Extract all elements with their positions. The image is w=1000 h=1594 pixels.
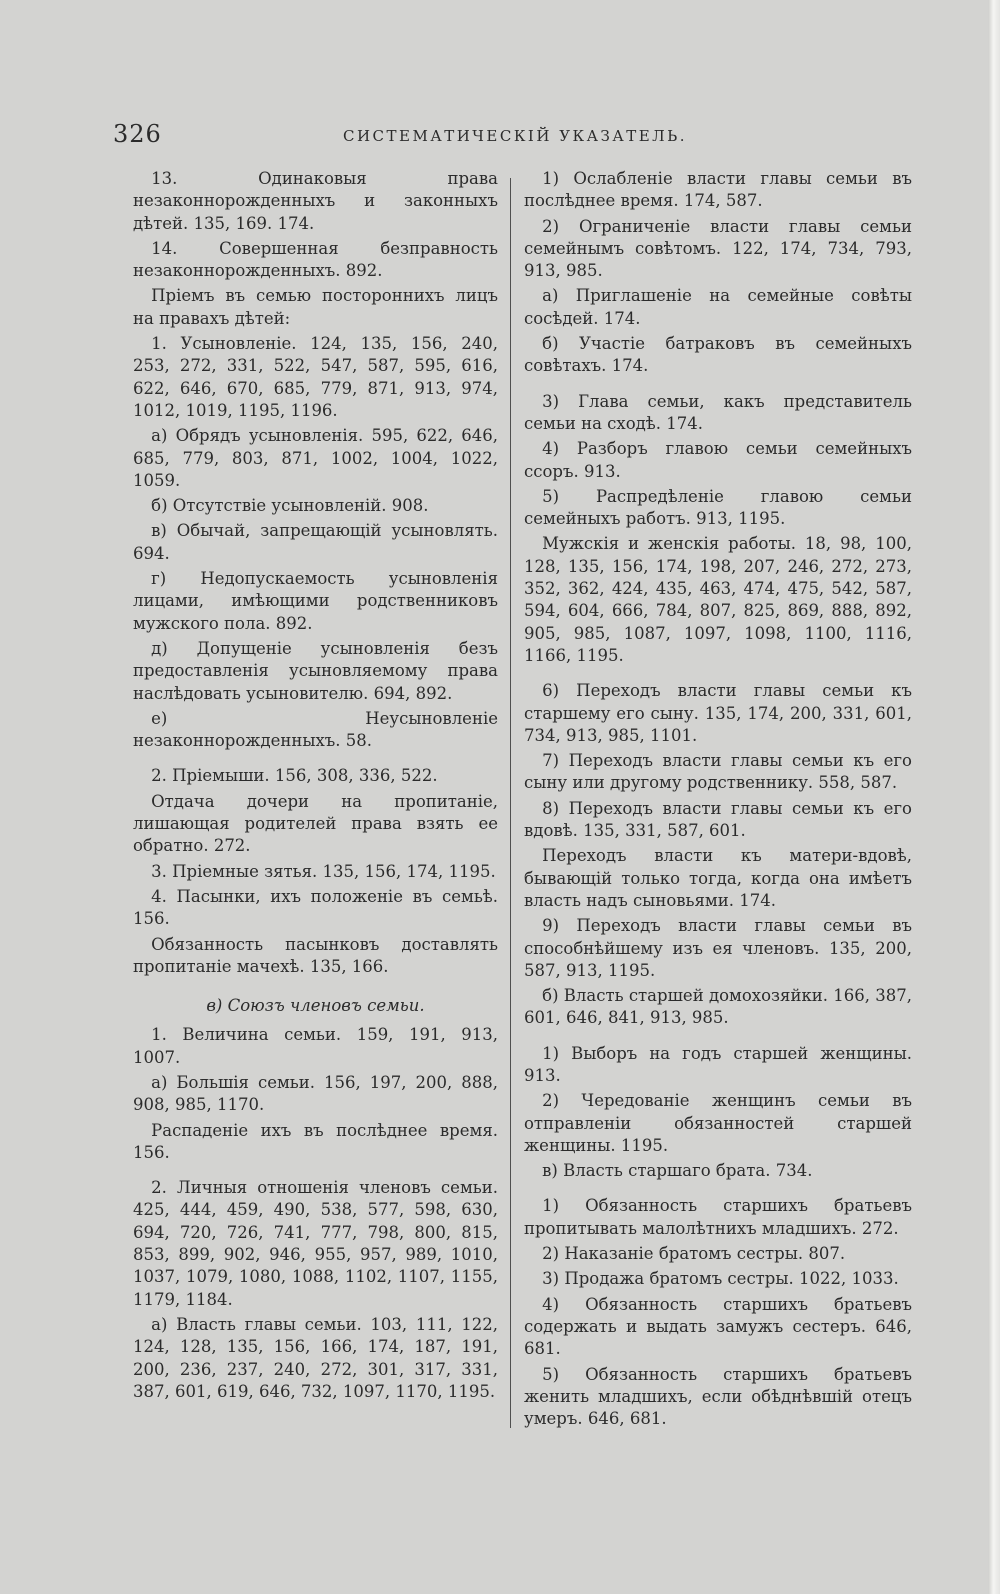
index-entry: Обязанность пасынковъ доставлять пропитаніе мачехѣ. 135, 166.: [133, 934, 498, 976]
index-entry: 3. Пріемные зятья. 135, 156, 174, 1195.: [151, 861, 496, 881]
index-entry: 2. Пріемыши. 156, 308, 336, 522.: [151, 766, 438, 786]
index-entry: 3) Глава семьи, какъ представитель семьи на сходѣ. 174.: [524, 391, 912, 433]
index-entry: 2. Личныя отношенія членовъ семьи. 425, 444, 459, 490, 538, 577, 598, 630, 694, 720, 726, 741, 777, 798, 800, 815, 853, 899, 902, 946, 955, 957, 989, 1010, 1037, 1079, 1080, 1088, 1102, 1107, 1155, 1179, 1184.: [133, 1178, 498, 1309]
index-entry: д) Допущеніе усыновленія безъ предоставленія усыновляемому права наслѣдовать усыновителю. 694, 892.: [133, 638, 498, 703]
index-entry: Отдача дочери на пропитаніе, лишающая родителей права взять ее обратно. 272.: [133, 791, 498, 856]
index-entry: Переходъ власти къ матери-вдовѣ, бывающій только тогда, когда она имѣетъ власть надъ сыновьями. 174.: [524, 846, 912, 910]
index-entry: 5) Обязанность старшихъ братьевъ женить младшихъ, если обѣднѣвшій отецъ умеръ. 646, 681.: [524, 1364, 912, 1429]
index-entry: б) Власть старшей домохозяйки. 166, 387, 601, 646, 841, 913, 985.: [524, 986, 912, 1028]
index-entry: Мужскія и женскія работы. 18, 98, 100, 128, 135, 156, 174, 198, 207, 246, 272, 273, 352, 362, 424, 435, 463, 474, 475, 542, 587, 594, 604, 666, 784, 807, 825, 869, 888, 892, 905, 985, 1087, 1097, 1098, 1100, 1116, 1166, 1195.: [524, 534, 912, 665]
index-entry: а) Обрядъ усыновленія. 595, 622, 646, 685, 779, 803, 871, 1002, 1004, 1022, 1059.: [133, 426, 498, 490]
index-entry: 1) Выборъ на годъ старшей женщины. 913.: [524, 1043, 912, 1085]
index-entry: а) Приглашеніе на семейные совѣты сосѣдей. 174.: [524, 286, 912, 328]
index-entry: б) Участіе батраковъ въ семейныхъ совѣтахъ. 174.: [524, 334, 912, 376]
index-entry: 1. Величина семьи. 159, 191, 913, 1007.: [133, 1025, 498, 1067]
index-entry: е) Неусыновленіе незаконнорожденныхъ. 58.: [133, 708, 498, 751]
index-entry: 5) Распредѣленіе главою семьи семейныхъ работъ. 913, 1195.: [524, 486, 912, 529]
index-entry: Распаденіе ихъ въ послѣднее время. 156.: [133, 1120, 498, 1162]
page-edge: [988, 0, 1000, 1594]
index-entry: в) Власть старшаго брата. 734.: [542, 1161, 813, 1181]
page-header: [113, 120, 903, 160]
page-number: 326: [113, 120, 162, 148]
running-title: СИСТЕМАТИЧЕСКІЙ УКАЗАТЕЛЬ.: [343, 127, 688, 145]
index-entry: 1) Ослабленіе власти главы семьи въ послѣднее время. 174, 587.: [524, 169, 912, 211]
index-entry: 4. Пасынки, ихъ положеніе въ семьѣ. 156.: [133, 886, 498, 929]
index-entry: а) Власть главы семьи. 103, 111, 122, 124, 128, 135, 156, 166, 174, 187, 191, 200, 236, 237, 240, 272, 301, 317, 331, 387, 601, 619, 646, 732, 1097, 1170, 1195.: [133, 1314, 498, 1401]
left-column: [133, 168, 498, 1406]
index-entry: 2) Наказаніе братомъ сестры. 807.: [542, 1244, 846, 1264]
index-entry: Пріемъ въ семью постороннихъ лицъ на правахъ дѣтей:: [133, 286, 498, 328]
section-heading: в) Союзъ членовъ семьи.: [206, 996, 425, 1016]
index-entry: 3) Продажа братомъ сестры. 1022, 1033.: [542, 1269, 899, 1289]
index-entry: 1) Обязанность старшихъ братьевъ пропитывать малолѣтнихъ младшихъ. 272.: [524, 1196, 912, 1238]
index-entry: 4) Разборъ главою семьи семейныхъ ссоръ. 913.: [524, 439, 912, 481]
index-entry: 2) Чередованіе женщинъ семьи въ отправленіи обязанностей старшей женщины. 1195.: [524, 1091, 912, 1155]
index-entry: 1. Усыновленіе. 124, 135, 156, 240, 253, 272, 331, 522, 547, 587, 595, 616, 622, 646, 670, 685, 779, 871, 913, 974, 1012, 1019, 1195, 1196.: [133, 334, 498, 420]
index-entry: в) Обычай, запрещающій усыновлять. 694.: [133, 521, 498, 563]
column-divider: [510, 178, 511, 1428]
index-entry: 8) Переходъ власти главы семьи къ его вдовѣ. 135, 331, 587, 601.: [524, 798, 912, 841]
index-entry: а) Большія семьи. 156, 197, 200, 888, 908, 985, 1170.: [133, 1072, 498, 1115]
index-entry: 9) Переходъ власти главы семьи въ способнѣйшему изъ ея членовъ. 135, 200, 587, 913, 1195.: [524, 916, 912, 980]
index-entry: б) Отсутствіе усыновленій. 908.: [151, 496, 429, 516]
index-entry: 6) Переходъ власти главы семьи къ старшему его сыну. 135, 174, 200, 331, 601, 734, 913, 985, 1101.: [524, 681, 912, 745]
index-entry: 2) Ограниченіе власти главы семьи семейнымъ совѣтомъ. 122, 174, 734, 793, 913, 985.: [524, 216, 912, 281]
right-column: [524, 168, 912, 1433]
index-entry: 14. Совершенная безправность незаконнорожденныхъ. 892.: [133, 238, 498, 281]
index-entry: г) Недопускаемость усыновленія лицами, имѣющими родственниковъ мужского пола. 892.: [133, 569, 498, 633]
index-entry: 13. Одинаковыя права незаконнорожденныхъ и законныхъ дѣтей. 135, 169. 174.: [133, 169, 498, 233]
index-entry: 4) Обязанность старшихъ братьевъ содержать и выдать замужъ сестеръ. 646, 681.: [524, 1294, 912, 1359]
index-entry: 7) Переходъ власти главы семьи къ его сыну или другому родственнику. 558, 587.: [524, 751, 912, 793]
